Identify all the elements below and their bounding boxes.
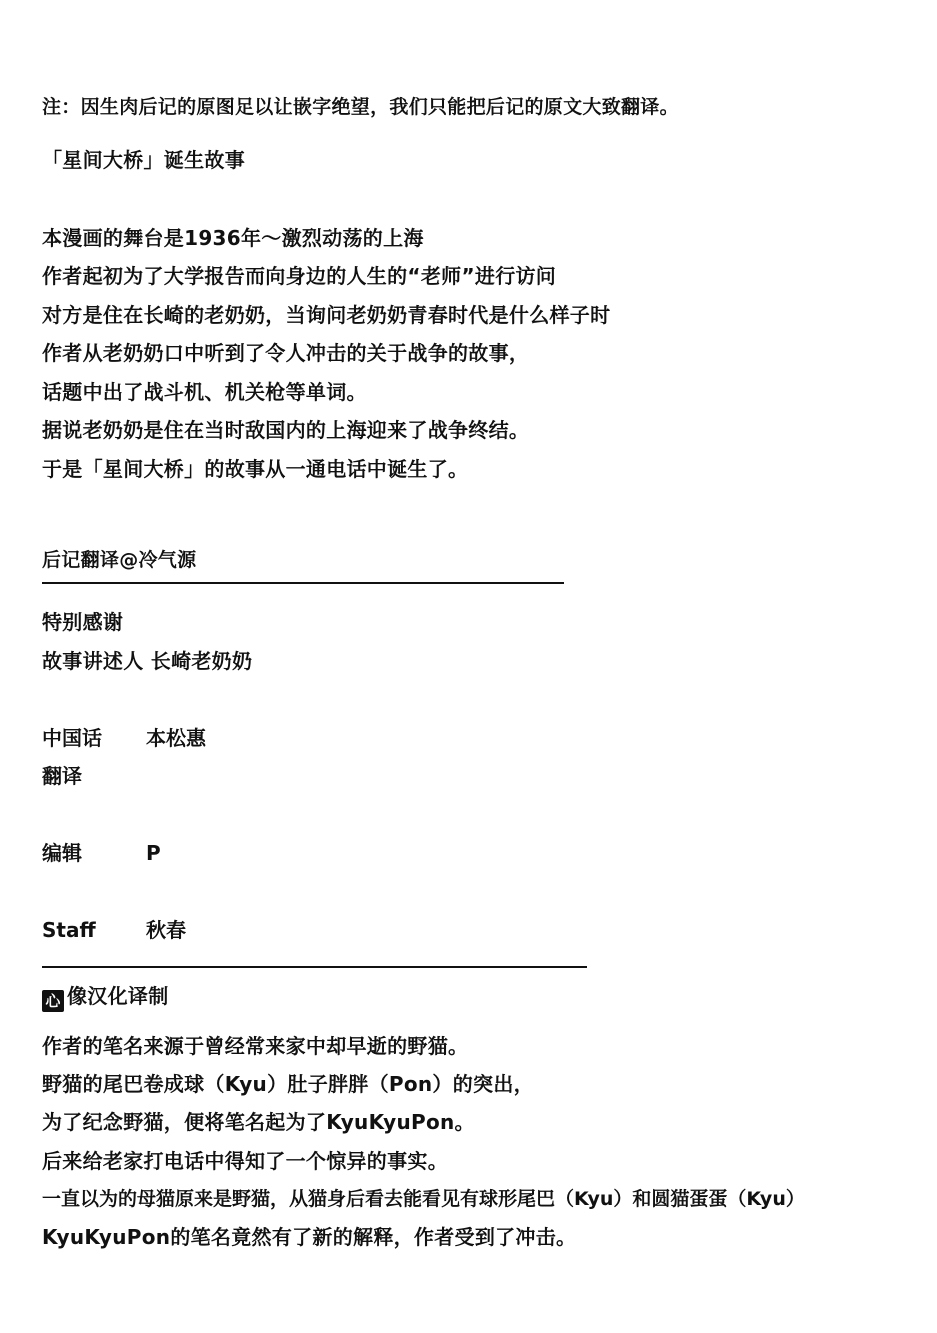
- story-line: 作者起初为了大学报告而向身边的人生的“老师”进行访问: [42, 264, 557, 288]
- staff-label: Staff: [42, 918, 96, 942]
- translation-value: 本松惠: [146, 726, 206, 750]
- editor-value: P: [146, 841, 161, 865]
- group-name: [42, 983, 169, 1012]
- translation-note: 注：因生肉后记的原图足以让嵌字绝望，我们只能把后记的原文大致翻译。: [42, 96, 679, 118]
- translator-credit: 后记翻译@冷气源: [42, 549, 197, 571]
- translation-label-2: 翻译: [42, 764, 82, 788]
- story-line: 话题中出了战斗机、机关枪等单词。: [42, 380, 367, 404]
- story-line: 本漫画的舞台是1936年～激烈动荡的上海: [42, 226, 424, 250]
- translation-label: 中国话: [42, 726, 102, 750]
- story-line: 作者从老奶奶口中听到了令人冲击的关于战争的故事，: [42, 341, 530, 365]
- storyteller-credit: 故事讲述人 长崎老奶奶: [42, 649, 253, 673]
- group-name-text: 像汉化译制: [67, 984, 169, 1008]
- story-title: 「星间大桥」诞生故事: [42, 148, 245, 172]
- penname-line: 作者的笔名来源于曾经常来家中却早逝的野猫。: [42, 1034, 469, 1058]
- penname-line: 野猫的尾巴卷成球（Kyu）肚子胖胖（Pon）的突出，: [42, 1072, 534, 1096]
- editor-label: 编辑: [42, 841, 82, 865]
- staff-value: 秋春: [146, 918, 186, 942]
- penname-line: 一直以为的母猫原来是野猫，从猫身后看去能看见有球形尾巴（Kyu）和圆猫蛋蛋（Kyu）: [42, 1188, 805, 1210]
- group-logo-icon: 心: [42, 990, 64, 1012]
- penname-line: KyuKyuPon的笔名竟然有了新的解释，作者受到了冲击。: [42, 1225, 577, 1249]
- story-line: 据说老奶奶是住在当时敌国内的上海迎来了战争终结。: [42, 418, 530, 442]
- story-line: 对方是住在长崎的老奶奶，当询问老奶奶青春时代是什么样子时: [42, 303, 611, 327]
- penname-line: 后来给老家打电话中得知了一个惊异的事实。: [42, 1149, 448, 1173]
- penname-line: 为了纪念野猫，便将笔名起为了KyuKyuPon。: [42, 1110, 475, 1134]
- divider: [42, 966, 587, 968]
- story-line: 于是「星间大桥」的故事从一通电话中诞生了。: [42, 457, 469, 481]
- divider: [42, 582, 564, 584]
- thanks-title: 特别感谢: [42, 610, 124, 634]
